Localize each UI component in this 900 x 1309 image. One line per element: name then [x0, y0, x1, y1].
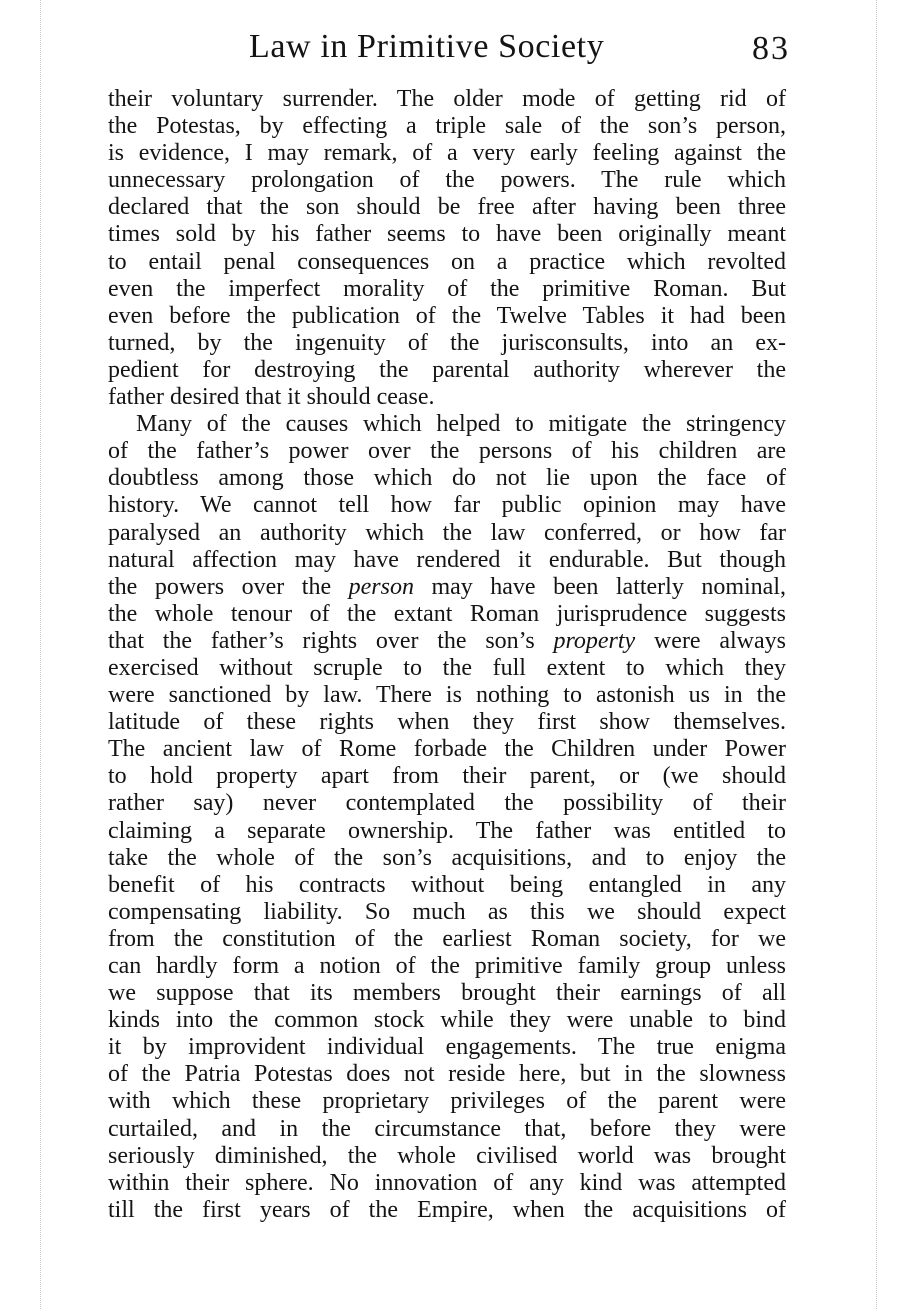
text-line: from the constitution of the earliest Roman society, for we [108, 925, 786, 952]
text-line: to entail penal consequences on a practice which revolted [108, 248, 786, 275]
text-line: exercised without scruple to the full extent to which they [108, 654, 786, 681]
text-segment: that the father’s rights over the son’s [108, 627, 554, 654]
paragraph-first-line: Many of the causes which helped to mitigate the stringency [136, 411, 786, 438]
text-line: natural affection may have rendered it endurable. But though [108, 546, 786, 573]
text-line-person [108, 574, 786, 601]
text-line: compensating liability. So much as this we should expect [108, 898, 786, 925]
text-line: of the Patria Potestas does not reside here, but in the slowness [108, 1061, 786, 1088]
text-line: The ancient law of Rome forbade the Children under Power [108, 736, 786, 763]
text-line: is evidence, I may remark, of a very early feeling against the [108, 140, 786, 167]
text-line: kinds into the common stock while they were unable to bind [108, 1007, 786, 1034]
text-line: doubtless among those which do not lie upon the face of [108, 465, 786, 492]
text-line: paralysed an authority which the law conferred, or how far [108, 519, 786, 546]
text-line: were sanctioned by law. There is nothing to astonish us in the [108, 682, 786, 709]
running-title: Law in Primitive Society [249, 28, 605, 65]
text-line: of the father’s power over the persons of his children are [108, 438, 786, 465]
italic-word-property: property [553, 627, 636, 654]
text-line: declared that the son should be free after having been three [108, 194, 786, 221]
text-line: turned, by the ingenuity of the jurisconsults, into an ex- [108, 329, 786, 356]
text-line: pedient for destroying the parental authority wherever the [108, 356, 786, 383]
text-line: times sold by his father seems to have been originally meant [108, 221, 786, 248]
text-line: we suppose that its members brought their earnings of all [108, 980, 786, 1007]
text-line: even before the publication of the Twelve Tables it had been [108, 302, 786, 329]
italic-word-person: person [348, 573, 414, 600]
text-line: take the whole of the son’s acquisitions, and to enjoy the [108, 844, 786, 871]
text-line: seriously diminished, the whole civilised world was brought [108, 1142, 786, 1169]
text-line: with which these proprietary privileges of the parent were [108, 1088, 786, 1115]
text-line: the Potestas, by effecting a triple sale of the son’s person, [108, 113, 786, 140]
text-line: their voluntary surrender. The older mode of getting rid of [108, 86, 786, 112]
text-line: claiming a separate ownership. The father was entitled to [108, 817, 786, 844]
text-segment: were always [635, 627, 786, 654]
scan-edge-left [40, 0, 41, 1309]
text-line: benefit of his contracts without being entangled in any [108, 871, 786, 898]
text-line: unnecessary prolongation of the powers. The rule which [108, 167, 786, 194]
text-line: history. We cannot tell how far public opinion may have [108, 492, 786, 519]
body-text [108, 86, 786, 1224]
text-line: father desired that it should cease. [108, 384, 435, 411]
text-segment: the powers over the [108, 573, 349, 600]
text-line: latitude of these rights when they first show themselves. [108, 709, 786, 736]
text-line: curtailed, and in the circumstance that, before they were [108, 1115, 786, 1142]
text-line: till the first years of the Empire, when the acquisitions of [108, 1196, 786, 1223]
text-line: to hold property apart from their parent, or (we should [108, 763, 786, 790]
text-line-property [108, 628, 786, 655]
page-number: 83 [752, 30, 790, 67]
text-segment: may have been latterly nominal, [413, 573, 786, 600]
text-line: even the imperfect morality of the primitive Roman. But [108, 275, 786, 302]
running-header [108, 26, 788, 76]
scan-edge-right [876, 0, 877, 1309]
text-line: the whole tenour of the extant Roman jurisprudence suggests [108, 600, 786, 627]
text-line: can hardly form a notion of the primitive family group unless [108, 953, 786, 979]
text-line: within their sphere. No innovation of any kind was attempted [108, 1169, 786, 1196]
text-line: rather say) never contemplated the possibility of their [108, 790, 786, 817]
text-line: it by improvident individual engagements. The true enigma [108, 1034, 786, 1061]
